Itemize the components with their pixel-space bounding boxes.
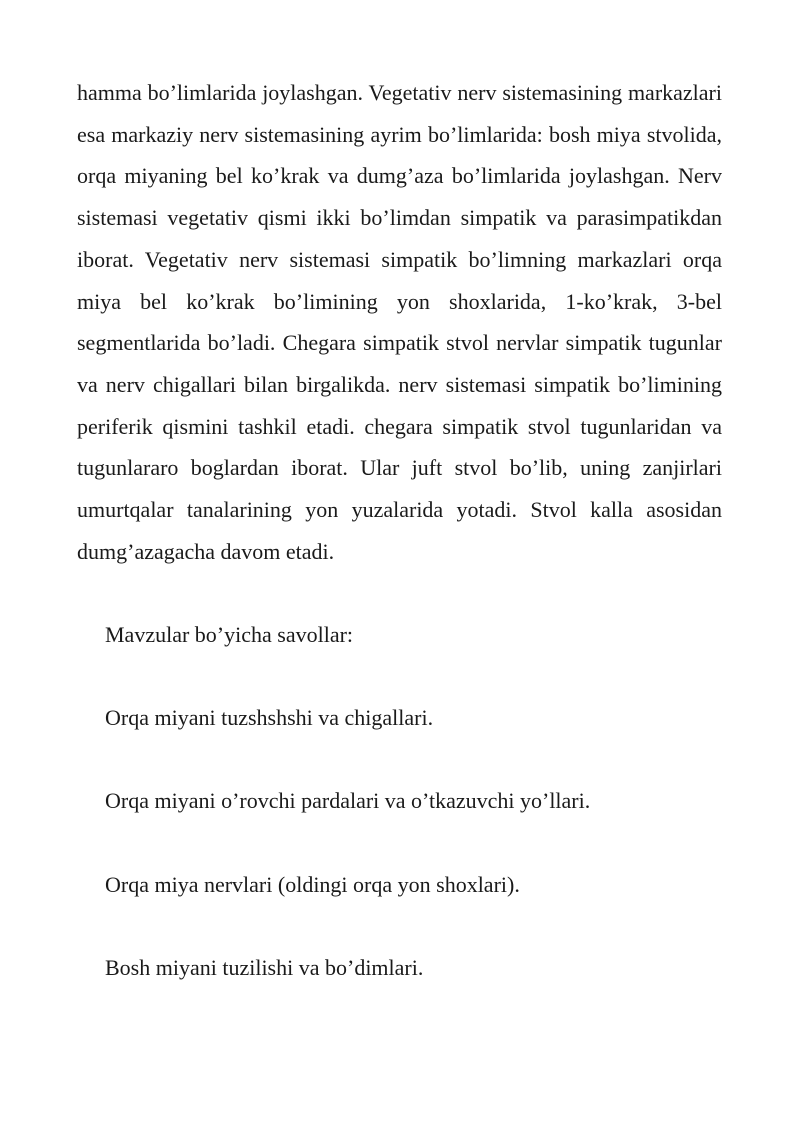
question-item: Orqa miyani o’rovchi pardalari va o’tkazuvchi yo’llari. xyxy=(105,788,591,814)
document-page xyxy=(77,72,722,988)
question-item: Orqa miya nervlari (oldingi orqa yon shoxlari). xyxy=(105,871,520,897)
question-item: Bosh miyani tuzilishi va bo’dimlari. xyxy=(105,954,424,980)
question-item: Orqa miyani tuzshshshi va chigallari. xyxy=(105,705,434,731)
body-paragraph: hamma bo’limlarida joylashgan. Vegetativ nerv sistemasining markazlari esa markaziy nerv sistemasining ayrim bo’limlarida: bosh miya stvolida, orqa miyaning bel ko’krak va dumg’aza bo’limlarida joylashgan. Nerv sistemasi vegetativ qismi ikki bo’limdan simpatik va parasimpatikdan iborat. Vegetativ nerv sistemasi simpatik bo’limning markazlari orqa miya bel ko’krak bo’limining yon shoxlarida, 1-ko’krak, 3-bel segmentlarida bo’ladi. Chegara simpatik stvol nervlar simpatik tugunlar va nerv chigallari bilan birgalikda. nerv sistemasi simpatik bo’limining periferik qismini tashkil etadi. chegara simpatik stvol tugunlaridan va tugunlararo boglardan iborat. Ular juft stvol bo’lib, uning zanjirlari umurtqalar tanalarining yon yuzalarida yotadi. Stvol kalla asosidan dumg’azagacha davom etadi. xyxy=(77,80,722,564)
questions-heading: Mavzular bo’yicha savollar: xyxy=(105,621,354,647)
